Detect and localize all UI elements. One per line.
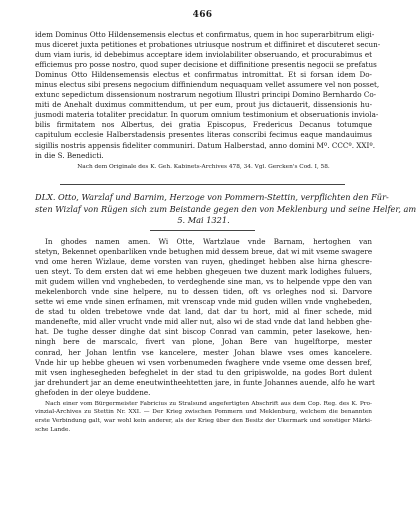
text-line: idem Dominus Otto Hildensemensis electus et confirmatus, quem in hoc superarbitrum eligi-	[35, 30, 375, 39]
page-number: 466	[192, 10, 213, 20]
german-charter-text	[35, 237, 375, 434]
text-line: efficiemus pro posse nostro, quod super decisione et diffinitione presentis negocii se prefatus	[35, 60, 377, 70]
text-line: mandenefte, mid aller vrucht vnde mid aller nut, also wi de stad vnde dat land hebben ghe-	[35, 317, 372, 327]
document-heading	[35, 192, 416, 227]
text-line: uen steyt. To dem ersten dat wi eme hebben ghegeuen twe duzent mark lodighes fuluers,	[35, 267, 372, 277]
text-line: stetyn, Bekennet openbarliken vnde betughen mid dessem breue, dat wi mit vseme swagere	[35, 247, 373, 257]
text-line: conrad, her Johan lentfin vse kancelere, mester Johan blawe vses omes kancelere.	[35, 347, 372, 357]
text-line: mit gudem willen vnd vnghebeden, to verdeghende sine man, vs to helpende vppe den van	[35, 277, 372, 287]
footnote-line: vinzial-Archives zu Stettin Nr. XXI. — Der Krieg zwischen Pommern und Meklenburg, welchem die benannten	[35, 409, 372, 416]
text-line: bilis firmitatem nos Albertus, dei gratia Episcopus, Fredericus Decanus totumque	[35, 120, 372, 130]
footnote	[35, 400, 372, 434]
text-line: extunc sepedictum dissensionum nostrarum negotium Illustri principi Domino Bernhardo Co-	[35, 90, 377, 100]
footnote-line: Nach einer vom Bürgermeister Fabricius zu Stralsund angefertigten Abschrift aus dem Cop. Reg. des K. Pro-	[45, 400, 372, 407]
text-line: mus diceret juxta petitiones et probationes utriusque nostrum et diffiniret et discuteret secun-	[35, 40, 381, 50]
text-line: minus electus sibi presens negocium diffiniendum nequaquam vellet assumere vel non posset,	[35, 80, 380, 90]
text-line: vnd ome heren Wizlaue, deme vorsten van ruyen, ghedinget hebben alse hirna ghescre-	[35, 257, 372, 267]
text-line: Vnde hir up hebbe gheuen wi vsen vorbenumeden fwaghere vnde vseme ome dessen bref,	[35, 357, 372, 367]
text-line: capitulum ecclesie Halberstadensis presentes literas conscribi fecimus eaque mandauimus	[35, 130, 372, 140]
section-divider	[60, 184, 345, 185]
heading-divider	[150, 230, 255, 231]
text-line: sigillis nostris appensis fideliter communiri. Datum Halberstad, anno domini Mº. CCCº. XXIº.	[35, 140, 376, 150]
text-line: de stad tu olden trebetowe vnde dat land, dat dar tu hort, mid al finer schede, mid	[35, 307, 372, 317]
text-line: jusmodi materia totaliter precidatur. In quorum omnium testimonium et obseruationis inviola-	[35, 110, 379, 120]
source-note: Nach dem Originale des K. Geh. Kabinets-Archives 478, 34. Vgl. Gercken's Cod. I, 58.	[77, 163, 330, 170]
text-line: dum viam iuris, id debebimus acceptare idem inviolabiliter obseruando, et procurabimus et	[35, 50, 372, 60]
latin-charter-text	[35, 30, 381, 171]
text-line: ningh bere de marscalc, fivert van plone, Johan Bere van hugelftorpe, mester	[35, 337, 372, 347]
footnote-line: sche Lande.	[35, 426, 71, 433]
text-line: Dominus Otto Hildensemensis electus et confirmatus intromittat. Et si forsan idem Do-	[35, 70, 372, 80]
heading-line: 5. Mai 1321.	[177, 215, 230, 225]
text-line: mit vsen inghesegheden befeghelet in der stad tu den gripiswolde, na godes Bort dulent	[35, 367, 372, 377]
text-line: in die S. Benedicti.	[35, 150, 104, 160]
text-line: mekelenborch vnde sine helpere, nu to dessen tiden, oft vs orleghes nod si. Darvore	[35, 287, 372, 297]
text-line: miti de Anehalt duximus committendum, ut per eum, prout jus dictauerit, dissensionis hu-	[35, 100, 372, 110]
text-line: jar drehundert jar an deme eneutwintheehtetten jare, in funte Johannes auende, alfo he wart	[35, 377, 375, 387]
text-line: hat. De tughe desser dinghe dat sint biscop Conrad van cammin, peter lasekowe, hen-	[35, 327, 372, 337]
text-line: ghefoden in der oleye buddene.	[35, 387, 151, 397]
heading-line: sten Wizlaf von Rügen sich zum Beistande gegen den von Meklenburg und seine Helfer, am	[35, 203, 416, 214]
footnote-line: erste Verbindung galt, war wohl kein anderer, als der Krieg über den Besitz der Ukermark und sonstiger Märki-	[35, 417, 372, 424]
heading-line: DLX. Otto, Warzlaf und Barnim, Herzoge von Pommern-Stettin, verpflichten den Für-	[35, 192, 389, 202]
text-line: sette wi eme vnde sinen erfnamen, mit vrenscap vnde mid guden willen vnde vnghebeden,	[35, 297, 372, 307]
text-line: In ghodes namen amen. Wi Otte, Wartzlaue vnde Barnam, hertoghen van	[45, 237, 372, 246]
